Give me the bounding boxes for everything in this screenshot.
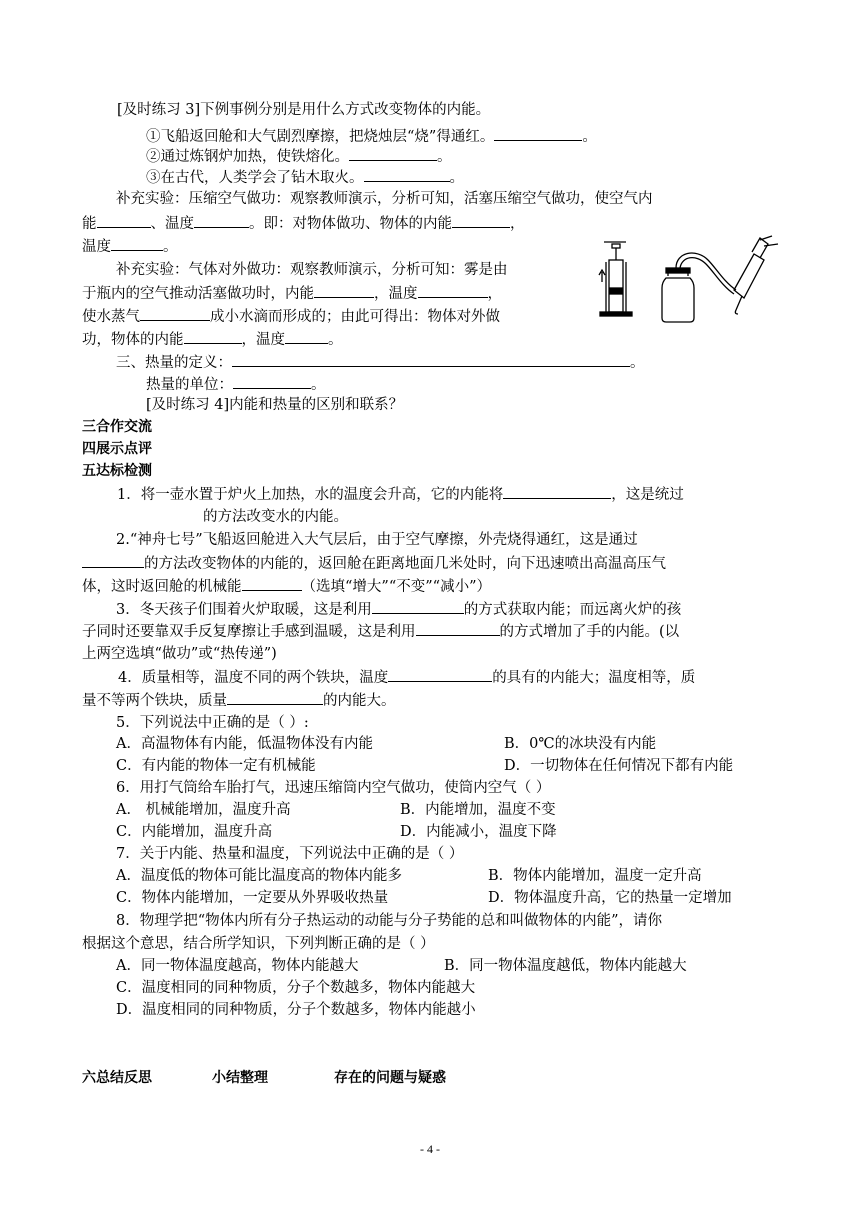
summary-notes-label: 小结整理: [212, 1070, 268, 1086]
supp2-line2: 于瓶内的空气推动活塞做功时，内能 ，温度 ，: [82, 283, 502, 304]
question-8-line2: 根据这个意思，结合所学知识，下列判断正确的是（ ）: [82, 936, 435, 952]
question-3-line2: 子同时还要靠双手反复摩擦让手感到温暖，这是利用 的方式增加了手的内能。(以: [82, 621, 679, 642]
answer-blank[interactable]: [416, 621, 500, 636]
question-7-option-a: A．温度低的物体可能比温度高的物体内能多: [116, 868, 402, 884]
question-6-option-a: A． 机械能增加，温度升高: [116, 802, 291, 818]
question-2-line2: 的方法改变物体的内能的，返回舱在距离地面几米处时，向下迅速喷出高温高压气: [82, 553, 666, 574]
answer-blank[interactable]: [194, 213, 249, 228]
practice3-item3: ③在古代，人类学会了钻木取火。 。: [146, 167, 464, 188]
answer-blank[interactable]: [233, 374, 311, 389]
section-heading-presentation: 四展示点评: [82, 441, 152, 457]
answer-blank[interactable]: [388, 667, 492, 682]
answer-blank[interactable]: [140, 306, 210, 321]
answer-blank[interactable]: [503, 484, 611, 499]
answer-blank[interactable]: [227, 690, 323, 705]
question-7-option-b: B．物体内能增加，温度一定升高: [488, 868, 702, 884]
question-4-line2: 量不等两个铁块，质量 的内能大。: [82, 690, 396, 711]
question-6-option-b: B．内能增加，温度不变: [400, 802, 556, 818]
question-7-option-d: D．物体温度升高，它的热量一定增加: [488, 890, 732, 906]
answer-blank[interactable]: [97, 213, 151, 228]
supp2-line3: 使水蒸气 成小水滴而形成的；由此可得出：物体对外做: [82, 306, 500, 327]
answer-blank[interactable]: [242, 576, 302, 591]
summary-heading: 六总结反思: [82, 1070, 152, 1086]
question-8-option-b: B．同一物体温度越低，物体内能越大: [444, 958, 687, 974]
practice4-line: [及时练习 4]内能和热量的区别和联系？: [146, 397, 404, 413]
question-4-line1: 4．质量相等，温度不同的两个铁块，温度 的具有的内能大；温度相等，质: [118, 667, 695, 688]
supp1-line3: 温度 。: [82, 236, 178, 257]
question-8-option-c: C．温度相同的同种物质，分子个数越多，物体内能越大: [116, 980, 476, 996]
answer-blank[interactable]: [111, 236, 163, 251]
question-2-line1: 2.“神舟七号”飞船返回舱进入大气层后，由于空气摩擦，外壳烧得通红，这是通过: [116, 532, 638, 548]
supp2-line1: 补充实验：气体对外做功：观察教师演示，分析可知：雾是由: [116, 262, 508, 278]
summary-questions-label: 存在的问题与疑惑: [334, 1070, 446, 1086]
answer-blank[interactable]: [285, 329, 328, 344]
supp1-line1: 补充实验：压缩空气做功：观察教师演示，分析可知，活塞压缩空气做功，使空气内: [116, 191, 653, 207]
answer-blank[interactable]: [452, 213, 510, 228]
air-compression-apparatus: [599, 242, 632, 316]
answer-blank[interactable]: [364, 167, 450, 182]
heat-definition-line: 三、热量的定义： 。: [116, 352, 645, 373]
question-6-stem: 6．用打气筒给车胎打气，迅速压缩筒内空气做功，使筒内空气（ ）: [116, 780, 551, 796]
question-8-line1: 8．物理学把“物体内所有分子热运动的动能与分子势能的总和叫做物体的内能”，请你: [116, 913, 663, 929]
answer-blank[interactable]: [418, 283, 488, 298]
practice3-item2-text: ②通过炼钢炉加热，使铁熔化。: [146, 149, 349, 165]
section-heading-assessment: 五达标检测: [82, 463, 152, 479]
heat-unit-line: 热量的单位： 。: [146, 374, 326, 395]
supp1-line2: 能 、温度 。即：对物体做功、物体的内能 ，: [82, 213, 525, 234]
question-7-stem: 7．关于内能、热量和温度，下列说法中正确的是（ ）: [116, 846, 464, 862]
question-5-stem: 5．下列说法中正确的是（ ）:: [116, 715, 309, 731]
question-8-option-a: A．同一物体温度越高，物体内能越大: [116, 958, 359, 974]
question-5-option-a: A．高温物体有内能，低温物体没有内能: [116, 736, 373, 752]
question-6-option-d: D．内能减小，温度下降: [400, 824, 557, 840]
answer-blank[interactable]: [349, 146, 437, 161]
answer-blank[interactable]: [494, 126, 582, 141]
answer-blank[interactable]: [184, 329, 242, 344]
experiment-apparatus-illustration: [596, 232, 786, 332]
question-3-line3: 上两空选填“做功”或“热传递”): [82, 646, 277, 662]
question-5-option-c: C．有内能的物体一定有机械能: [116, 758, 316, 774]
question-1-line1: 1．将一壶水置于炉火上加热，水的温度会升高，它的内能将 ，这是统过: [117, 484, 684, 505]
question-2-line3: 体，这时返回舱的机械能 （选填“增大”“不变”“减小”）: [82, 576, 491, 597]
answer-blank[interactable]: [232, 352, 630, 367]
bottle-and-pump-apparatus: [662, 236, 778, 322]
practice3-item1-text: ①飞船返回舱和大气剧烈摩擦，把烧烛层“烧”得通红。: [146, 129, 495, 145]
question-1-line2: 的方法改变水的内能。: [203, 509, 348, 525]
practice3-heading: [及时练习 3]下例事例分别是用什么方式改变物体的内能。: [117, 102, 491, 118]
supp2-line4: 功，物体的内能 ，温度 。: [82, 329, 343, 350]
answer-blank[interactable]: [372, 599, 464, 614]
section-heading-cooperation: 三合作交流: [82, 419, 152, 435]
practice3-item2: ②通过炼钢炉加热，使铁熔化。 。: [146, 146, 452, 167]
answer-blank[interactable]: [314, 283, 374, 298]
question-6-option-c: C．内能增加，温度升高: [116, 824, 273, 840]
question-5-option-b: B．0℃的冰块没有内能: [504, 736, 657, 752]
question-5-option-d: D．一切物体在任何情况下都有内能: [504, 758, 734, 774]
page-number: - 4 -: [420, 1142, 440, 1156]
answer-blank[interactable]: [82, 553, 144, 568]
question-7-option-c: C．物体内能增加，一定要从外界吸收热量: [116, 890, 389, 906]
question-8-option-d: D．温度相同的同种物质，分子个数越多，物体内能越小: [116, 1002, 476, 1018]
question-3-line1: 3．冬天孩子们围着火炉取暖，这是利用 的方式获取内能；而远离火炉的孩: [116, 599, 681, 620]
practice3-item3-text: ③在古代，人类学会了钻木取火。: [146, 170, 364, 186]
practice3-item1: ①飞船返回舱和大气剧烈摩擦，把烧烛层“烧”得通红。 。: [146, 126, 597, 147]
